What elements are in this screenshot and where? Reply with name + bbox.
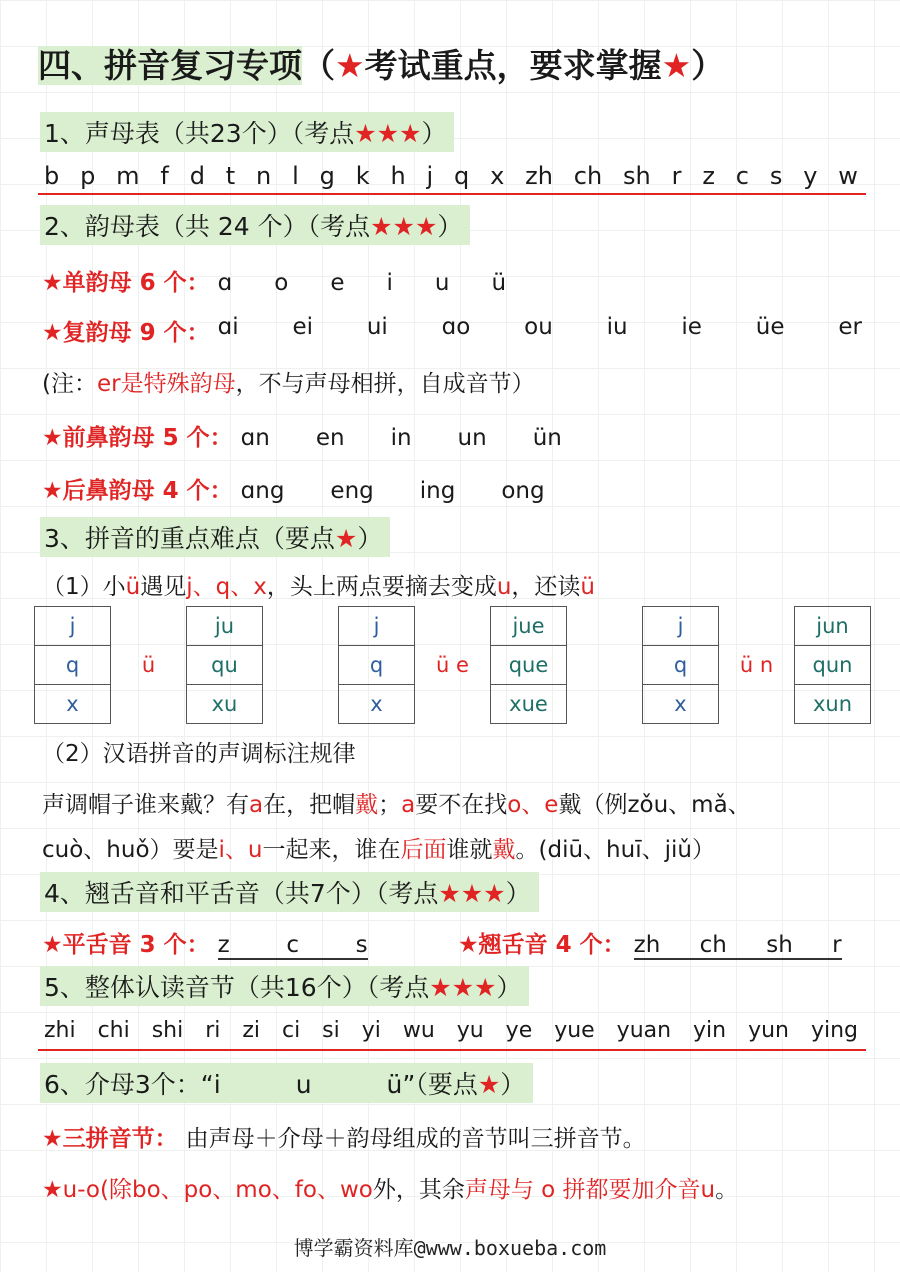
final-item: u <box>434 270 450 296</box>
table-result-cell: jun <box>795 607 871 646</box>
initial-letter: p <box>80 162 96 190</box>
initial-letter: z <box>702 162 715 190</box>
initial-letter: y <box>803 162 818 190</box>
syllable-item: ying <box>810 1018 858 1043</box>
initial-letter: sh <box>623 162 651 190</box>
initial-letter: b <box>44 162 60 190</box>
qiao-row: ★翘舌音 4 个： zh ch sh r <box>458 932 842 958</box>
ping-item: s <box>355 932 368 958</box>
initial-letter: ch <box>573 162 603 190</box>
syllable-item: si <box>322 1018 340 1043</box>
fu-finals-row: ★复韵母 9 个： ɑi ei ui ɑo ou iu ie üe er <box>42 314 862 346</box>
table-initial-cell: x <box>339 685 415 724</box>
table-result-cell: xu <box>187 685 263 724</box>
table-gap-cell <box>263 607 339 724</box>
whole-syllables-list <box>44 1018 858 1043</box>
final-item: i <box>386 270 393 296</box>
table-mid-cell: ü e <box>415 607 491 724</box>
syllable-item: chi <box>97 1018 130 1043</box>
table-initial-cell: x <box>35 685 111 724</box>
final-item: ɑng <box>240 478 285 504</box>
table-initial-cell: j <box>35 607 111 646</box>
table-result-cell: xue <box>491 685 567 724</box>
table-initial-cell: x <box>643 685 719 724</box>
final-item: in <box>390 425 412 451</box>
initial-letter: zh <box>525 162 553 190</box>
initial-letter: f <box>160 162 169 190</box>
qiao-item: ch <box>699 932 727 958</box>
final-item: e <box>330 270 345 296</box>
table-initial-cell: j <box>643 607 719 646</box>
syllable-item: yin <box>693 1018 727 1043</box>
note-line: (注：er是特殊韵母，不与声母相拼，自成音节） <box>42 371 535 397</box>
tone-rule-line-1: 声调帽子谁来戴？有a在，把帽戴；a要不在找o、e戴（例zǒu、mǎ、 <box>42 792 751 818</box>
initial-letter: j <box>426 162 434 190</box>
initial-letter: x <box>490 162 505 190</box>
table-result-cell: qun <box>795 646 871 685</box>
table-initial-cell: q <box>643 646 719 685</box>
qiao-item: r <box>832 932 842 958</box>
final-item: ei <box>292 314 314 340</box>
initials-list <box>44 162 858 190</box>
final-item: en <box>315 425 345 451</box>
final-item: ong <box>501 478 545 504</box>
final-item: er <box>838 314 862 340</box>
initial-letter: c <box>735 162 749 190</box>
section-4-heading: 4、翘舌音和平舌音（共7个）（考点★★★） <box>40 872 539 912</box>
final-item: ui <box>366 314 388 340</box>
ping-row: ★平舌音 3 个： z c s <box>42 932 368 958</box>
table-result-cell: jue <box>491 607 567 646</box>
final-item: eng <box>330 478 374 504</box>
syllable-item: wu <box>402 1018 435 1043</box>
final-item: ɑi <box>217 314 239 340</box>
final-item: ɑo <box>441 314 471 340</box>
table-result-cell: qu <box>187 646 263 685</box>
syllable-item: zi <box>242 1018 261 1043</box>
final-item: üe <box>755 314 785 340</box>
syllable-item: yuan <box>616 1018 672 1043</box>
final-item: o <box>274 270 289 296</box>
syllable-item: ci <box>281 1018 301 1043</box>
initial-letter: w <box>838 162 858 190</box>
rule-2: （2）汉语拼音的声调标注规律 <box>42 741 356 767</box>
initial-letter: n <box>256 162 272 190</box>
syllable-item: yi <box>361 1018 381 1043</box>
section-1-heading: 1、声母表（共23个）（考点★★★） <box>40 112 454 152</box>
section-3-heading: 3、拼音的重点难点（要点★） <box>40 517 390 557</box>
section-2-heading: 2、韵母表（共 24 个）（考点★★★） <box>40 205 470 245</box>
initial-letter: s <box>769 162 783 190</box>
syllable-item: shi <box>151 1018 184 1043</box>
tone-rule-line-2: cuò、huǒ）要是i、u一起来，谁在后面谁就戴。(diū、huī、jiǔ） <box>42 837 715 863</box>
qiao-item: zh <box>633 932 661 958</box>
syllable-item: yu <box>456 1018 484 1043</box>
hou-finals-row: ★后鼻韵母 4 个： ɑng eng ing ong <box>42 478 545 504</box>
san-pin-row: ★三拼音节： 由声母＋介母＋韵母组成的音节叫三拼音节。 <box>42 1126 646 1152</box>
initial-letter: g <box>319 162 335 190</box>
syllable-item: yue <box>554 1018 595 1043</box>
final-item: un <box>457 425 487 451</box>
ping-item: z <box>217 932 230 958</box>
final-item: ü <box>491 270 507 296</box>
initial-letter: l <box>292 162 299 190</box>
divider <box>38 193 866 195</box>
final-item: ɑ <box>217 270 233 296</box>
syllable-item: ye <box>505 1018 533 1043</box>
table-initial-cell: q <box>35 646 111 685</box>
qian-finals-row: ★前鼻韵母 5 个： ɑn en in un ün <box>42 425 562 451</box>
rule-1: （1）小ü遇见j、q、x，头上两点要摘去变成u，还读ü <box>42 574 595 600</box>
ü-rule-table <box>34 606 871 724</box>
final-item: ün <box>532 425 562 451</box>
table-initial-cell: j <box>339 607 415 646</box>
section-5-heading: 5、整体认读音节（共16个）（考点★★★） <box>40 966 529 1006</box>
table-gap-cell <box>567 607 643 724</box>
table-initial-cell: q <box>339 646 415 685</box>
final-item: ing <box>419 478 456 504</box>
section-6-heading: 6、介母3个：“i u ü”（要点★） <box>40 1063 533 1103</box>
syllable-item: yun <box>748 1018 789 1043</box>
dan-finals-row: ★单韵母 6 个： ɑ o e i u ü <box>42 270 507 296</box>
table-result-cell: que <box>491 646 567 685</box>
final-item: ou <box>524 314 553 340</box>
initial-letter: k <box>355 162 370 190</box>
final-item: ie <box>681 314 702 340</box>
initial-letter: t <box>225 162 236 190</box>
divider <box>38 1049 866 1051</box>
syllable-item: ri <box>205 1018 221 1043</box>
initial-letter: m <box>116 162 140 190</box>
table-result-cell: xun <box>795 685 871 724</box>
qiao-item: sh <box>766 932 793 958</box>
table-result-cell: ju <box>187 607 263 646</box>
final-item: ɑn <box>240 425 270 451</box>
ping-item: c <box>286 932 300 958</box>
initial-letter: r <box>671 162 682 190</box>
initial-letter: d <box>189 162 205 190</box>
final-item: iu <box>606 314 628 340</box>
syllable-item: zhi <box>44 1018 76 1043</box>
u-o-rule: ★u-o(除bo、po、mo、fo、wo外，其余声母与 o 拼都要加介音u。 <box>42 1177 739 1203</box>
table-mid-cell: ü <box>111 607 187 724</box>
initial-letter: h <box>390 162 406 190</box>
table-mid-cell: ü n <box>719 607 795 724</box>
footer-watermark: 博学霸资料库@www.boxueba.com <box>293 1236 607 1260</box>
page-title: 四、拼音复习专项（★考试重点，要求掌握★） <box>38 46 725 85</box>
initial-letter: q <box>454 162 470 190</box>
